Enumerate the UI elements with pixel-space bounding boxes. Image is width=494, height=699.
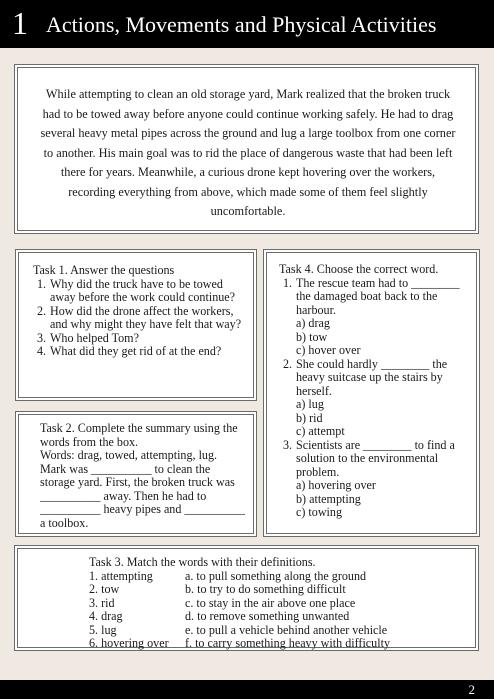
question-item	[279, 277, 474, 358]
question-number: 2.	[37, 303, 47, 318]
task1-box	[18, 252, 254, 398]
match-word: 6. hovering over	[89, 636, 169, 650]
match-definition: d. to remove something unwanted	[185, 609, 350, 623]
question-item	[279, 358, 474, 439]
match-row	[89, 624, 469, 638]
question-text: Scientists are ________ to find a solution to the environmental problem.	[296, 437, 455, 479]
match-word: 5. lug	[89, 622, 117, 637]
match-definition: b. to try to do something difficult	[185, 582, 346, 596]
question-number: 3.	[37, 330, 47, 345]
task4-heading: Task 4. Choose the correct word.	[279, 262, 439, 276]
question-text: Why did the truck have to be towed away before the work could continue?	[50, 276, 236, 304]
question-number: 1.	[37, 276, 47, 291]
page-number: 2	[468, 682, 475, 697]
task2-heading: Task 2. Complete the summary using the words from the box.	[40, 421, 238, 449]
question-number: 1.	[283, 275, 293, 290]
answer-option: a) drag	[296, 316, 330, 330]
match-row	[89, 637, 469, 651]
story-text: While attempting to clean an old storage yard, Mark realized that the broken truck had to be towed away before anyone could continue working safely. He had to drag several heavy metal pipes across the ground and lug a large toolbox from one corner to another. His main goal was to rid the place of dangerous waste that had been left there for years. Meanwhile, a curious drone kept hovering over the workers, recording everything from above, which made some of them feel slightly uncomfortable.	[40, 87, 456, 218]
match-definition: a. to pull something along the ground	[185, 568, 367, 583]
match-word: 4. drag	[89, 609, 123, 623]
question-item	[33, 278, 247, 305]
question-number: 4.	[37, 344, 47, 358]
task2-summary: Mark was __________ to clean the storage yard. First, the broken truck was __________ away. Then he had to __________ heavy pipes and __________ a toolbox.	[40, 461, 245, 530]
answer-option: b) tow	[296, 329, 328, 344]
answer-option: c) attempt	[296, 424, 345, 438]
match-definition: c. to stay in the air above one place	[185, 595, 356, 610]
answer-option: a) hovering over	[296, 478, 376, 492]
answer-option: b) rid	[296, 410, 323, 425]
question-item	[33, 305, 247, 332]
match-definition: e. to pull a vehicle behind another vehicle	[185, 622, 388, 637]
answer-option: c) towing	[296, 505, 343, 519]
match-row	[89, 583, 469, 597]
task1-heading: Task 1. Answer the questions	[33, 263, 175, 277]
task1-questions	[33, 278, 247, 359]
question-text: How did the drone affect the workers, and why might they have felt that way?	[50, 303, 242, 331]
question-text: What did they get rid of at the end?	[50, 344, 222, 358]
question-item	[279, 439, 474, 520]
answer-option: b) attempting	[296, 491, 361, 506]
match-row	[89, 597, 469, 611]
task4-questions	[279, 277, 474, 520]
match-row	[89, 570, 469, 584]
question-text: Who helped Tom?	[50, 330, 139, 345]
match-word: 3. rid	[89, 595, 115, 610]
match-definition: f. to carry something heavy with difficulty	[185, 636, 390, 650]
chapter-number: 1	[12, 5, 28, 41]
task2-word-list: Words: drag, towed, attempting, lug.	[40, 448, 218, 462]
match-word: 1. attempting	[89, 568, 153, 583]
question-item	[33, 332, 247, 346]
question-number: 2.	[283, 356, 293, 371]
chapter-header	[0, 0, 494, 48]
task2-box	[18, 414, 254, 534]
task3-box	[17, 548, 476, 648]
match-word: 2. tow	[89, 582, 120, 596]
question-text: She could hardly ________ the heavy suitcase up the stairs by herself.	[296, 356, 448, 398]
question-number: 3.	[283, 437, 293, 452]
question-text: The rescue team had to ________ the damaged boat back to the harbour.	[296, 275, 460, 317]
answer-option: a) lug	[296, 397, 324, 411]
match-row	[89, 610, 469, 624]
task3-heading: Task 3. Match the words with their definitions.	[89, 555, 316, 569]
task4-box	[266, 252, 477, 534]
answer-option: c) hover over	[296, 343, 361, 357]
question-item	[33, 345, 247, 359]
chapter-title: Actions, Movements and Physical Activities	[46, 12, 437, 37]
page-footer	[0, 680, 494, 699]
story-box	[17, 67, 476, 231]
